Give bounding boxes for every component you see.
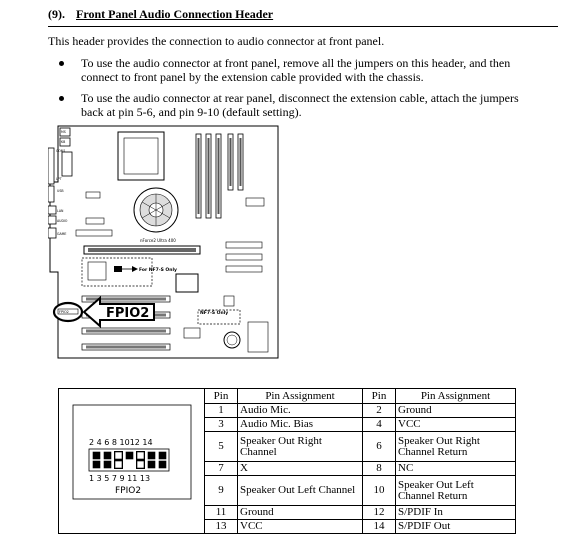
bullet-list [48, 56, 528, 126]
intro-text: This header provides the connection to audio connector at front panel. [48, 34, 385, 48]
header-pin [137, 452, 144, 459]
pin-number: 8 [363, 462, 396, 476]
pin-number: 12 [363, 506, 396, 520]
section-title: Front Panel Audio Connection Header [76, 7, 274, 21]
pin-assignment: Speaker Out Left Channel Return [396, 476, 516, 506]
pin-header-diagram-cell [59, 389, 205, 534]
col-header-pin-a: Pin [205, 389, 238, 404]
pin-assignment: VCC [396, 418, 516, 432]
pin-number: 1 [205, 404, 238, 418]
header-pin [159, 461, 166, 468]
small-callout-label: FPIO2 [59, 310, 69, 314]
pin-assignment: S/PDIF Out [396, 520, 516, 534]
port-label-usb: USB [57, 189, 64, 193]
motherboard-diagram [48, 122, 282, 360]
pin-assignment: Audio Mic. [238, 404, 363, 418]
port-label-audio: AUDIO [57, 219, 68, 223]
section-number: (9). [48, 7, 65, 21]
col-header-assign-b: Pin Assignment [396, 389, 516, 404]
pin-number: 3 [205, 418, 238, 432]
col-header-pin-b: Pin [363, 389, 396, 404]
pin-assignment: VCC [238, 520, 363, 534]
port-label-ms: MS [61, 130, 66, 134]
header-pin [159, 452, 166, 459]
table-header-row [59, 389, 516, 404]
pin-assignment-table [58, 388, 516, 534]
bullet-item-rear [48, 91, 528, 119]
header-pin [104, 452, 111, 459]
pin-assignment: X [238, 462, 363, 476]
bullet-item-front [48, 56, 528, 84]
pin-number: 7 [205, 462, 238, 476]
pin-number: 6 [363, 432, 396, 462]
pin-number: 11 [205, 506, 238, 520]
header-pin [126, 452, 133, 459]
header-pin [148, 461, 155, 468]
pin-assignment: S/PDIF In [396, 506, 516, 520]
section-heading [48, 7, 558, 27]
port-label-kb: KB [61, 140, 66, 144]
pin-number: 4 [363, 418, 396, 432]
pin-assignment: Ground [238, 506, 363, 520]
pin-assignment: Ground [396, 404, 516, 418]
header-pin [115, 461, 122, 468]
pin-header-diagram [59, 389, 204, 530]
port-label-lpt: LPT [56, 177, 62, 181]
header-pin [104, 461, 111, 468]
pin-assignment: Speaker Out Right Channel [238, 432, 363, 462]
bottom-pin-numbers: 1 3 5 7 9 11 13 [89, 474, 151, 483]
pin-number: 14 [363, 520, 396, 534]
header-pin [148, 452, 155, 459]
col-header-assign-a: Pin Assignment [238, 389, 363, 404]
callout-label: FPIO2 [106, 306, 150, 321]
top-pin-numbers: 2 4 6 8 1012 14 [89, 438, 153, 447]
mini-note: NF7-S Only [200, 311, 229, 316]
bullet-icon [59, 61, 64, 66]
chipset-label: nForce2 Ultra 400 [140, 238, 176, 243]
pin-assignment: Audio Mic. Bias [238, 418, 363, 432]
port-label-game: GAME [57, 232, 67, 236]
pin-number: 13 [205, 520, 238, 534]
bullet-text: To use the audio connector at rear panel, disconnect the extension cable, attach the jumpers back at pin 5-6, and pin 9-10 (default setting). [81, 91, 519, 119]
bullet-icon [59, 96, 64, 101]
pin-number: 9 [205, 476, 238, 506]
pin-assignment: Speaker Out Right Channel Return [396, 432, 516, 462]
header-pin [137, 461, 144, 468]
header-pin [115, 452, 122, 459]
card-note: For NF7-S Only [139, 268, 177, 273]
port-label-com1: COM1 [56, 149, 66, 153]
pin-assignment: NC [396, 462, 516, 476]
port-label-lan: LAN [57, 209, 64, 213]
header-pin [93, 452, 100, 459]
header-label: FPIO2 [115, 486, 142, 496]
header-pin [93, 461, 100, 468]
pin-number: 2 [363, 404, 396, 418]
pin-number: 10 [363, 476, 396, 506]
bullet-text: To use the audio connector at front panel, remove all the jumpers on this header, and then connect to front panel by the extension cable provided with the chassis. [81, 56, 511, 84]
pin-number: 5 [205, 432, 238, 462]
pin-assignment: Speaker Out Left Channel [238, 476, 363, 506]
